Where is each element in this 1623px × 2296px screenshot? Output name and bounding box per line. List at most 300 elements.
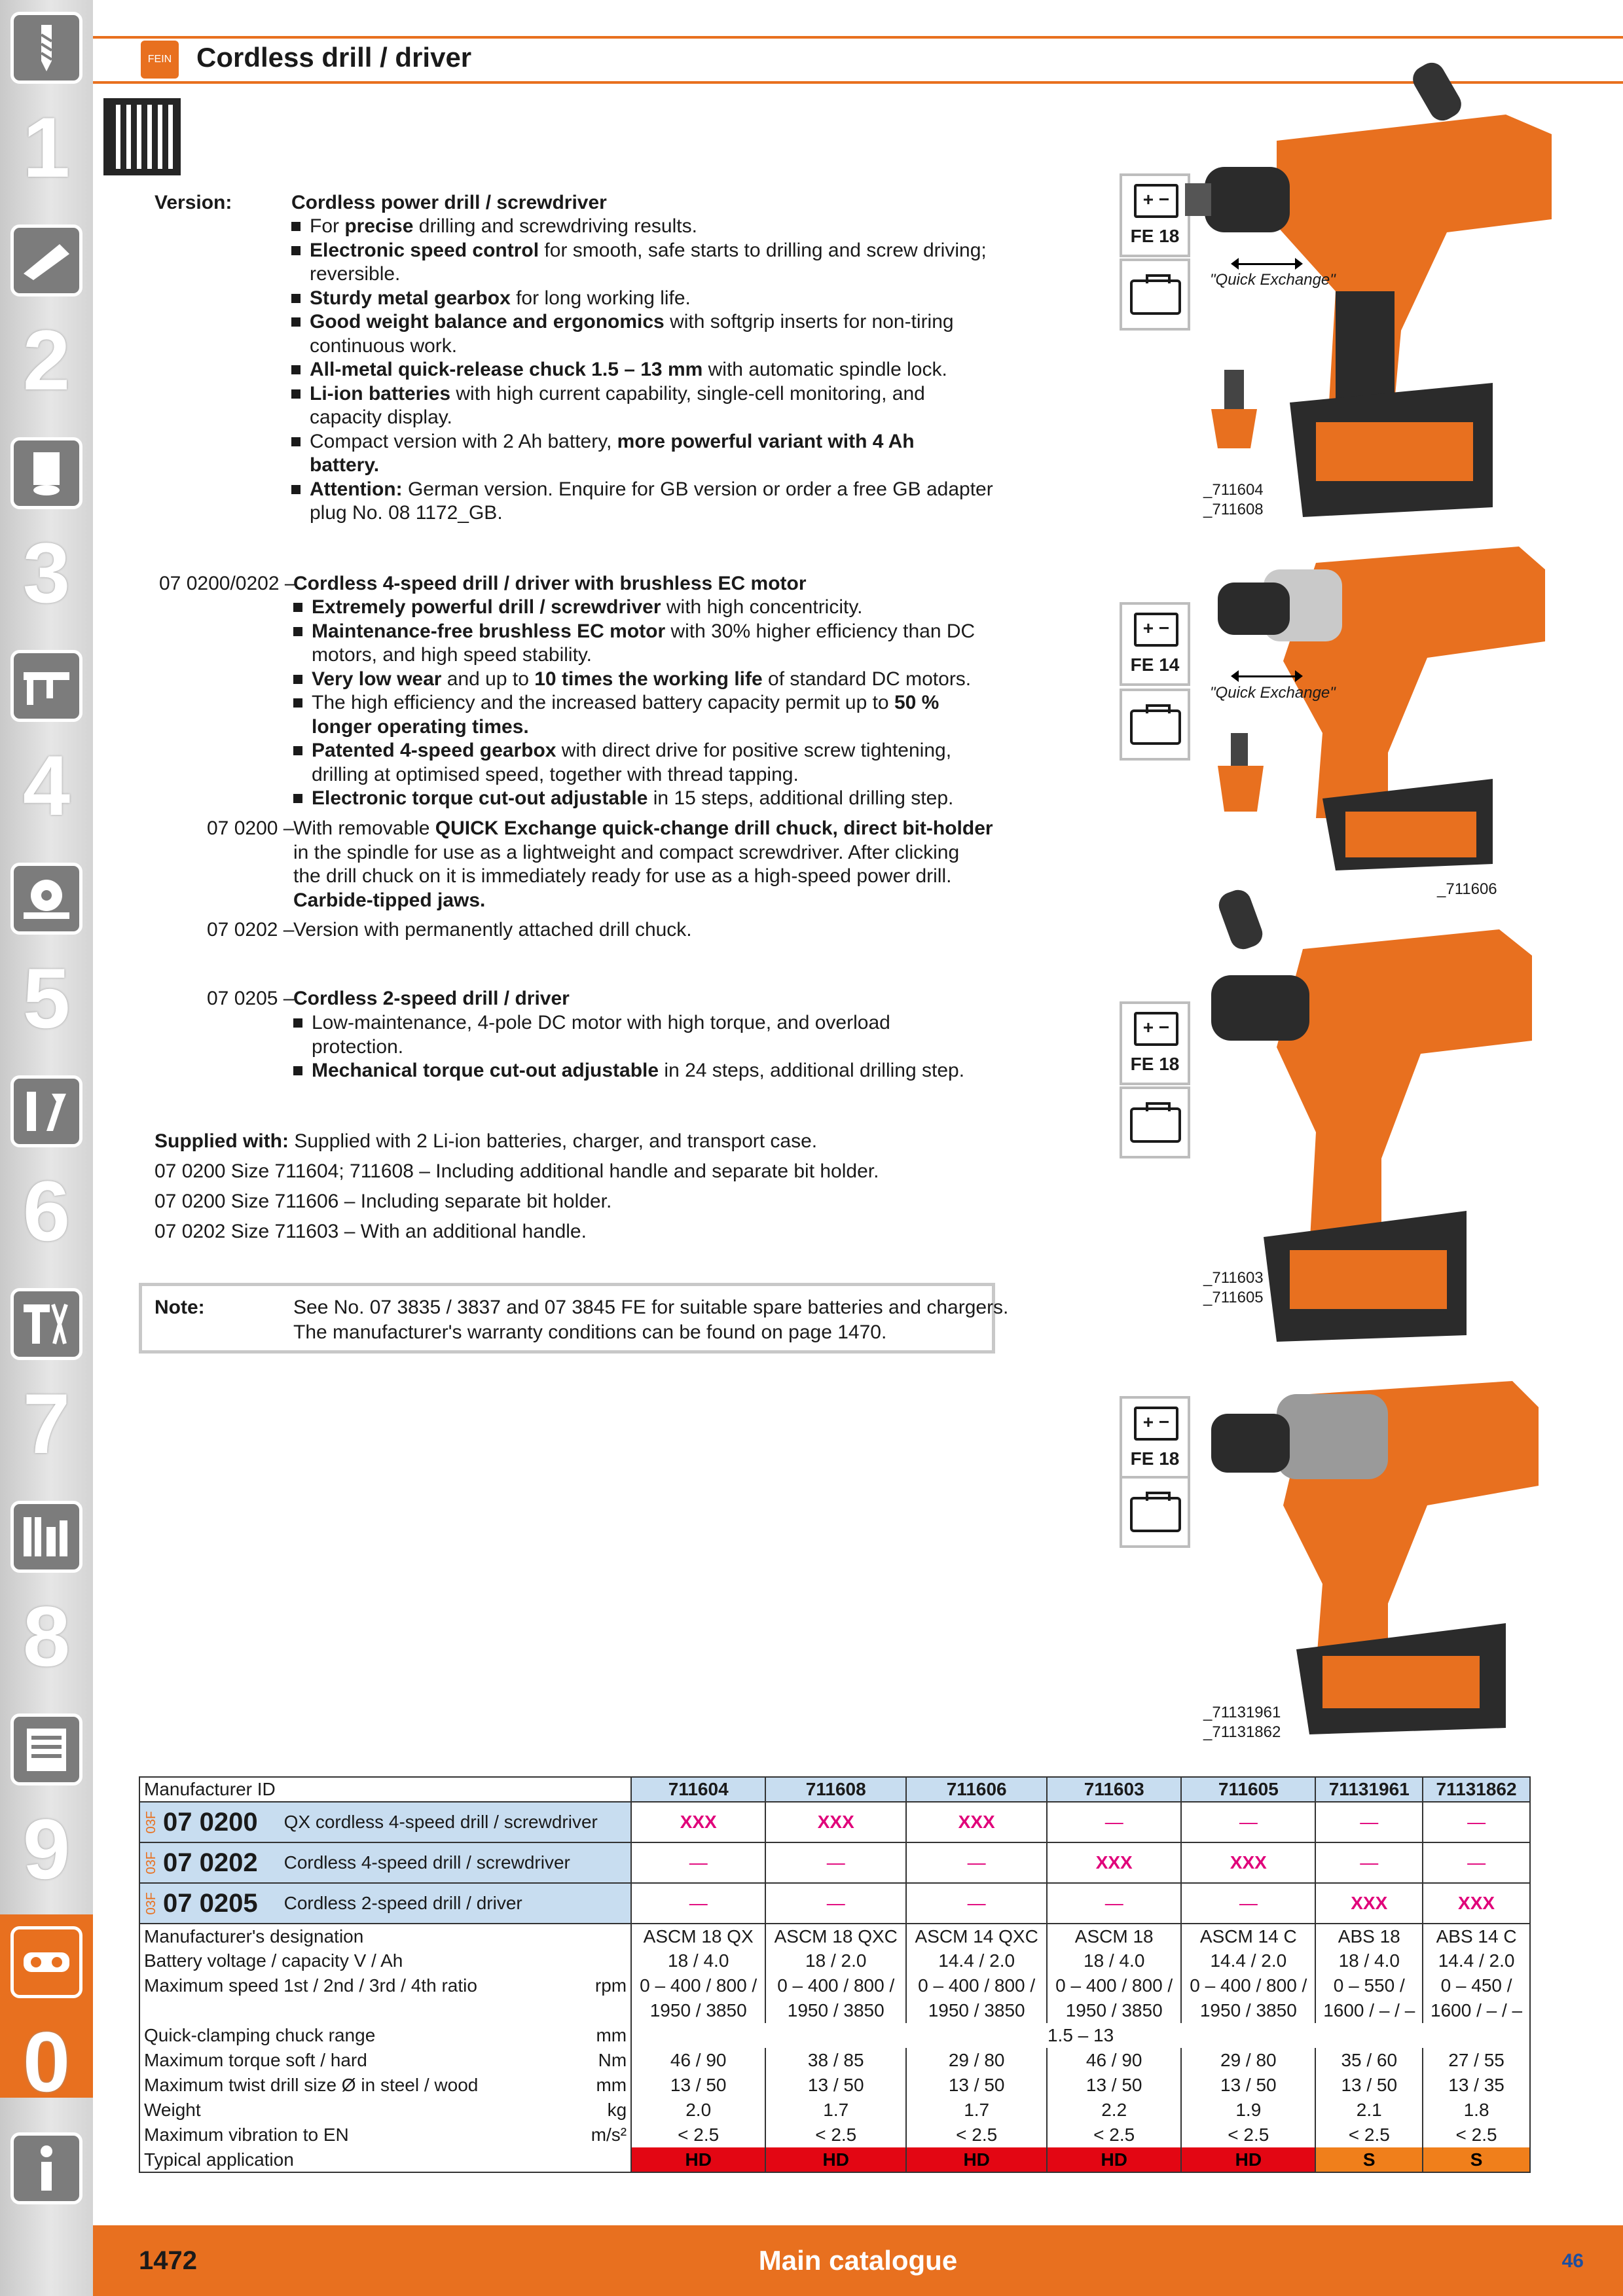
battery-label: FE 18 (1130, 1448, 1180, 1469)
bold-run: 10 times the working life (534, 668, 763, 690)
variant-tag: 03F (144, 1892, 158, 1915)
spec-value: 0 – 400 / 800 / (765, 1973, 906, 1998)
column-header: 71131862 (1423, 1777, 1530, 1802)
availability-cell: — (1181, 1802, 1315, 1842)
application-badge: HD (1047, 2147, 1181, 2172)
bullet-text (291, 287, 1012, 310)
spec-value: 13 / 50 (1315, 2073, 1423, 2098)
text-run: plug No. 08 1172_GB. (310, 502, 503, 524)
availability-cell: — (765, 1883, 906, 1924)
bullet-item (291, 310, 1012, 334)
caliper-icon (10, 650, 82, 722)
page-title: Cordless drill / driver (196, 42, 472, 73)
text-run: the drill chuck on it is immediately ready for use as a high-speed power drill. (293, 865, 952, 887)
bullet-text (293, 1059, 1013, 1083)
availability-cell: — (631, 1842, 765, 1883)
spec-value: ABS 18 (1315, 1924, 1423, 1948)
paragraph-line (293, 889, 485, 912)
variant-description: Cordless 4-speed drill / screwdriver (283, 1852, 570, 1873)
battery-icon: + − (1134, 1012, 1178, 1046)
bullet-item (312, 643, 592, 667)
text-run: with high concentricity. (661, 596, 863, 618)
tab-chapter-1[interactable] (0, 0, 93, 213)
application-badge: HD (631, 2147, 765, 2172)
chapter-tab-strip (0, 0, 93, 2296)
spec-value: 0 – 400 / 800 / (631, 1973, 765, 1998)
text-run: drilling at optimised speed, together with thread tapping. (312, 763, 799, 785)
bullet-text (310, 502, 503, 524)
text-run: with direct drive for positive screw tightening, (556, 740, 952, 761)
bullet-item (293, 596, 1013, 619)
spec-value: 0 – 550 / (1315, 1973, 1423, 1998)
availability-cell: — (1047, 1802, 1181, 1842)
text-run: with 30% higher efficiency than DC (665, 620, 976, 642)
spec-value: 27 / 55 (1423, 2048, 1530, 2073)
bullet-text (293, 787, 1013, 810)
variant-row (139, 1802, 1530, 1842)
text-run: in 15 steps, additional drilling step. (647, 787, 954, 809)
bullet-text (293, 739, 1013, 762)
bold-run: Electronic torque cut-out adjustable (312, 787, 648, 809)
spec-value: 0 – 400 / 800 / (1047, 1973, 1181, 1998)
case-badge (1120, 1086, 1190, 1158)
tab-chapter-7[interactable] (0, 1276, 93, 1489)
case-badge (1120, 1476, 1190, 1548)
tab-chapter-8[interactable] (0, 1489, 93, 1702)
tab-chapter-9[interactable] (0, 1702, 93, 1914)
bold-run: precise (344, 215, 414, 237)
bullet-item (291, 239, 1012, 262)
battery-label: FE 18 (1130, 226, 1180, 246)
article-code: _711603 (1203, 1269, 1264, 1287)
text-run: motors, and high speed stability. (312, 644, 593, 666)
bullet-text (312, 644, 592, 666)
supplied-line: 07 0200 Size 711606 – Including separate bit holder. (155, 1191, 612, 1212)
tab-number: 0 (22, 2014, 71, 2109)
availability-cell: — (1315, 1842, 1423, 1883)
text-run: protection. (312, 1035, 404, 1058)
spec-value: 18 / 4.0 (1315, 1948, 1423, 1973)
version-label: Version: (155, 192, 232, 213)
double-arrow-icon (1234, 263, 1300, 265)
spec-value: 1.8 (1423, 2098, 1530, 2123)
spec-unit (575, 1948, 631, 1973)
spec-value: 13 / 50 (631, 2073, 765, 2098)
variant-row (139, 1883, 1530, 1924)
text-run: in the spindle for use as a lightweight and compact screwdriver. After clicking (293, 841, 960, 863)
note-label: Note: (155, 1297, 205, 1318)
bold-run: Maintenance-free brushless EC motor (312, 620, 666, 642)
spec-name: Manufacturer's designation (139, 1924, 575, 1948)
case-badge (1120, 689, 1190, 761)
bullet-item (310, 501, 503, 525)
spec-value: 1950 / 3850 (906, 1998, 1047, 2023)
spec-value: 13 / 50 (906, 2073, 1047, 2098)
variant-cell (139, 1802, 631, 1842)
bullet-item (293, 691, 1013, 715)
bullet-item (312, 1035, 403, 1059)
variant-cell (139, 1842, 631, 1883)
tab-number: 4 (22, 738, 71, 833)
spec-value: 18 / 4.0 (631, 1948, 765, 1973)
grinding-icon (10, 224, 82, 296)
spec-value: < 2.5 (1315, 2123, 1423, 2147)
spec-value: ASCM 14 C (1181, 1924, 1315, 1948)
text-run: with automatic spindle lock. (702, 359, 947, 380)
availability-cell: XXX (1315, 1883, 1423, 1924)
block2-prefix: 07 0200/0202 – (159, 573, 296, 594)
spec-value: < 2.5 (906, 2123, 1047, 2147)
article-code: _711605 (1203, 1289, 1264, 1306)
spec-row (139, 2048, 1530, 2073)
spec-value: 46 / 90 (631, 2048, 765, 2073)
paragraph-line (293, 841, 959, 865)
block3-prefix: 07 0205 – (207, 988, 295, 1009)
version-heading: Cordless power drill / screwdriver (291, 192, 607, 213)
spec-row (139, 1924, 1530, 1948)
bullet-text (293, 596, 1013, 619)
spec-unit: Nm (575, 2048, 631, 2073)
p0202-prefix: 07 0202 – (207, 919, 295, 941)
variant-description: QX cordless 4-speed drill / screwdriver (283, 1812, 598, 1832)
text-run: Low-maintenance, 4-pole DC motor with high torque, and overload (312, 1012, 890, 1033)
tab-chapter-0[interactable] (0, 1914, 93, 2109)
bullet-item (310, 454, 379, 477)
spec-value: 0 – 400 / 800 / (1181, 1973, 1315, 1998)
qr-code-icon[interactable] (103, 98, 181, 175)
note-line: See No. 07 3835 / 3837 and 07 3845 FE for suitable spare batteries and chargers. (293, 1297, 1009, 1318)
bullet-text (310, 263, 400, 285)
quick-exchange-label: "Quick Exchange" (1210, 684, 1336, 702)
bold-run: Very low wear (312, 668, 442, 690)
application-badge: S (1423, 2147, 1530, 2172)
bullet-item (293, 787, 1013, 810)
battery-icon: + − (1134, 184, 1178, 218)
spec-value: 0 – 400 / 800 / (906, 1973, 1047, 1998)
spec-value: 29 / 80 (1181, 2048, 1315, 2073)
variant-tag: 03F (144, 1810, 158, 1834)
availability-cell: XXX (1047, 1842, 1181, 1883)
wrench-icon (10, 1075, 82, 1147)
spec-value: 1600 / – / – (1423, 1998, 1530, 2023)
tab-number: 3 (22, 525, 71, 620)
tab-chapter-5[interactable] (0, 851, 93, 1064)
spec-name: Typical application (139, 2147, 575, 2172)
variant-row (139, 1842, 1530, 1883)
article-code: _71131961 (1203, 1704, 1281, 1721)
spec-unit: mm (575, 2073, 631, 2098)
availability-cell: — (1181, 1883, 1315, 1924)
availability-cell: — (906, 1883, 1047, 1924)
bullet-item (293, 739, 1013, 762)
note-line: The manufacturer's warranty conditions can be found on page 1470. (293, 1321, 887, 1343)
spec-value: 13 / 50 (765, 2073, 906, 2098)
battery-icon: + − (1134, 613, 1178, 647)
spec-value: 14.4 / 2.0 (906, 1948, 1047, 1973)
bold-run: Carbide-tipped jaws. (293, 889, 486, 911)
availability-cell: — (1315, 1802, 1423, 1842)
bold-run: Good weight balance and ergonomics (310, 311, 665, 332)
footer-bar (93, 2225, 1623, 2296)
tab-number: 9 (22, 1801, 71, 1897)
column-header: 711604 (631, 1777, 765, 1802)
text-run: with high current capability, single-cell monitoring, and (450, 382, 925, 404)
tab-chapter-6[interactable] (0, 1064, 93, 1276)
bullet-item (291, 478, 1012, 501)
availability-cell: — (631, 1883, 765, 1924)
spec-value: ABS 14 C (1423, 1924, 1530, 1948)
battery-badge (1120, 1001, 1190, 1085)
text-run: and up to (441, 668, 535, 690)
tab-chapter-4[interactable] (0, 638, 93, 851)
variant-tag: 03F (144, 1851, 158, 1874)
bold-run: longer operating times. (312, 715, 529, 738)
spec-value: 13 / 50 (1047, 2073, 1181, 2098)
spec-unit (575, 1924, 631, 1948)
battery-badge (1120, 1396, 1190, 1480)
spec-unit: mm (575, 2023, 631, 2048)
spec-value: < 2.5 (1181, 2123, 1315, 2147)
spec-value: ASCM 18 QX (631, 1924, 765, 1948)
spec-value: 18 / 2.0 (765, 1948, 906, 1973)
spec-value: < 2.5 (631, 2123, 765, 2147)
bullet-text (293, 691, 1013, 715)
info-icon (10, 2132, 82, 2204)
paragraph-line (293, 865, 951, 888)
tool-set-icon (10, 1501, 82, 1573)
battery-badge (1120, 173, 1190, 257)
article-code: _71131862 (1203, 1723, 1281, 1741)
tab-number: 5 (22, 950, 71, 1046)
spec-name: Battery voltage / capacity V / Ah (139, 1948, 575, 1973)
bullet-item (312, 715, 529, 739)
p0202-text: Version with permanently attached drill chuck. (293, 919, 692, 941)
spec-value: 1.7 (906, 2098, 1047, 2123)
double-arrow-icon (1234, 675, 1300, 677)
bullet-text (310, 335, 457, 357)
bullet-text (291, 358, 1012, 382)
bullet-text (293, 1011, 1013, 1035)
bullet-text (291, 430, 1012, 454)
tab-chapter-2[interactable] (0, 213, 93, 425)
text-run: for smooth, safe starts to drilling and screw driving; (539, 239, 987, 261)
spec-value: 2.2 (1047, 2098, 1181, 2123)
availability-cell: — (765, 1842, 906, 1883)
spec-value: 18 / 4.0 (1047, 1948, 1181, 1973)
bullet-item (293, 1059, 1013, 1083)
pdf-page-number: 46 (1561, 2250, 1584, 2272)
bullet-item (312, 763, 799, 787)
text-run: capacity display. (310, 406, 452, 428)
variant-description: Cordless 2-speed drill / driver (283, 1893, 522, 1913)
bold-run: Sturdy metal gearbox (310, 287, 511, 309)
p0200-prefix: 07 0200 – (207, 817, 295, 839)
spec-unit: m/s² (575, 2123, 631, 2147)
text-run: drilling and screwdriving results. (413, 215, 697, 237)
bold-run: 50 % (894, 692, 939, 713)
spec-row (139, 2098, 1530, 2123)
text-run: in 24 steps, additional drilling step. (659, 1060, 965, 1081)
spec-unit: kg (575, 2098, 631, 2123)
transport-case-icon (1130, 709, 1181, 745)
tool-cabinet-icon (10, 1713, 82, 1785)
drill-image-1 (1185, 56, 1591, 527)
text-run: continuous work. (310, 334, 458, 357)
battery-badge (1120, 602, 1190, 686)
spec-value: 1600 / – / – (1315, 1998, 1423, 2023)
supplied-text: Supplied with 2 Li-ion batteries, charger, and transport case. (288, 1130, 818, 1152)
availability-cell: — (906, 1842, 1047, 1883)
bullet-text (291, 310, 1012, 334)
availability-cell: — (1047, 1883, 1181, 1924)
paragraph-line (293, 817, 993, 840)
application-badge: HD (765, 2147, 906, 2172)
bullet-item (291, 287, 1012, 310)
drill-bit-icon (10, 12, 82, 84)
spec-row (139, 2023, 1530, 2048)
saw-blade-icon (10, 863, 82, 935)
transport-case-icon (1130, 1107, 1181, 1143)
logo-text: FEIN (147, 54, 172, 65)
spec-unit (575, 2147, 631, 2172)
spec-row (139, 2073, 1530, 2098)
tab-number: 6 (22, 1163, 71, 1259)
column-header: 71131961 (1315, 1777, 1423, 1802)
bullet-text (312, 716, 529, 738)
bold-run: Electronic speed control (310, 239, 539, 261)
spec-row (139, 2123, 1530, 2147)
spec-unit (575, 1998, 631, 2023)
bold-run: Li-ion batteries (310, 382, 451, 404)
availability-cell: — (1423, 1842, 1530, 1883)
block2-heading: Cordless 4-speed drill / driver with brushless EC motor (293, 573, 807, 594)
page-number: 1472 (139, 2246, 197, 2275)
spec-value: 2.0 (631, 2098, 765, 2123)
spec-value: ASCM 14 QXC (906, 1924, 1047, 1948)
application-badge: HD (1181, 2147, 1315, 2172)
bullet-text (291, 239, 1012, 262)
application-badge: S (1315, 2147, 1423, 2172)
bullet-item (291, 382, 1012, 406)
pliers-icon (10, 1288, 82, 1360)
availability-cell: XXX (631, 1802, 765, 1842)
spec-value: < 2.5 (1423, 2123, 1530, 2147)
table-header-row (139, 1777, 1530, 1802)
application-badge: HD (906, 2147, 1047, 2172)
tab-info[interactable] (0, 2114, 93, 2225)
spec-value: 1.5 – 13 (631, 2023, 1530, 2048)
block3-heading: Cordless 2-speed drill / driver (293, 988, 570, 1009)
availability-cell: XXX (906, 1802, 1047, 1842)
bullet-text (291, 478, 1012, 501)
tab-chapter-3[interactable] (0, 425, 93, 638)
tab-number: 7 (22, 1376, 71, 1471)
supplied-with (155, 1130, 817, 1153)
text-run: of standard DC motors. (762, 668, 972, 690)
header-rule (93, 36, 1623, 39)
bullet-text (293, 668, 1013, 691)
spec-value: 14.4 / 2.0 (1181, 1948, 1315, 1973)
application-row (139, 2147, 1530, 2172)
spec-row (139, 1998, 1530, 2023)
battery-label: FE 14 (1130, 655, 1180, 675)
spec-name (139, 1998, 575, 2023)
spec-value: 1950 / 3850 (765, 1998, 906, 2023)
spec-name: Weight (139, 2098, 575, 2123)
text-run: German version. Enquire for GB version or order a free GB adapter (402, 478, 993, 500)
spec-row (139, 1948, 1530, 1973)
column-header: 711608 (765, 1777, 906, 1802)
supplied-line: 07 0202 Size 711603 – With an additional handle. (155, 1221, 587, 1242)
spec-value: 38 / 85 (765, 2048, 906, 2073)
safety-goggles-icon (10, 1926, 82, 1998)
spec-value: ASCM 18 (1047, 1924, 1181, 1948)
bullet-item (310, 334, 457, 358)
bold-run: Attention: (310, 478, 403, 500)
bullet-item (293, 1011, 1013, 1035)
bullet-item (291, 215, 1012, 238)
bullet-text (310, 454, 379, 476)
bold-run: Extremely powerful drill / screwdriver (312, 596, 661, 618)
transport-case-icon (1130, 1497, 1181, 1532)
bold-run: All-metal quick-release chuck 1.5 – 13 mm (310, 359, 703, 380)
bullet-text (291, 215, 1012, 238)
supplied-label: Supplied with: (155, 1130, 289, 1152)
availability-cell: XXX (1423, 1883, 1530, 1924)
spec-value: 1950 / 3850 (1181, 1998, 1315, 2023)
bullet-text (310, 406, 452, 428)
tab-number: 8 (22, 1588, 71, 1684)
text-run: With removable (293, 817, 435, 839)
spec-value: 14.4 / 2.0 (1423, 1948, 1530, 1973)
spec-value: 1950 / 3850 (1047, 1998, 1181, 2023)
bullet-text (291, 382, 1012, 406)
spec-value: 0 – 450 / (1423, 1973, 1530, 1998)
spec-name: Maximum torque soft / hard (139, 2048, 575, 2073)
spec-value: 1950 / 3850 (631, 1998, 765, 2023)
variant-number: 07 0202 (163, 1848, 258, 1877)
spec-value: 46 / 90 (1047, 2048, 1181, 2073)
bullet-item (310, 406, 452, 429)
manufacturer-id-label: Manufacturer ID (139, 1777, 631, 1802)
quick-exchange-label: "Quick Exchange" (1210, 271, 1336, 289)
bold-run: QUICK Exchange quick-change drill chuck, direct bit-holder (435, 817, 993, 839)
column-header: 711606 (906, 1777, 1047, 1802)
text-run: For (310, 215, 345, 237)
spec-value: 35 / 60 (1315, 2048, 1423, 2073)
fein-logo (141, 41, 179, 79)
spec-value: 29 / 80 (906, 2048, 1047, 2073)
article-code: _711608 (1203, 501, 1264, 518)
column-header: 711603 (1047, 1777, 1181, 1802)
text-run: Compact version with 2 Ah battery, (310, 430, 617, 452)
availability-cell: XXX (765, 1802, 906, 1842)
variant-cell (139, 1883, 631, 1924)
spec-row (139, 1973, 1530, 1998)
article-code: _711606 (1437, 880, 1497, 898)
bullet-item (293, 620, 1013, 643)
text-run: with softgrip inserts for non-tiring (664, 311, 954, 332)
variant-number: 07 0205 (163, 1888, 258, 1918)
spec-name: Maximum vibration to EN (139, 2123, 575, 2147)
supplied-line: 07 0200 Size 711604; 711608 – Including additional handle and separate bit holder. (155, 1160, 879, 1182)
variant-number: 07 0200 (163, 1807, 258, 1837)
spec-value: < 2.5 (765, 2123, 906, 2147)
bold-run: battery. (310, 454, 380, 476)
drill-image-2 (1192, 537, 1558, 877)
spec-value: 13 / 50 (1181, 2073, 1315, 2098)
column-header: 711605 (1181, 1777, 1315, 1802)
